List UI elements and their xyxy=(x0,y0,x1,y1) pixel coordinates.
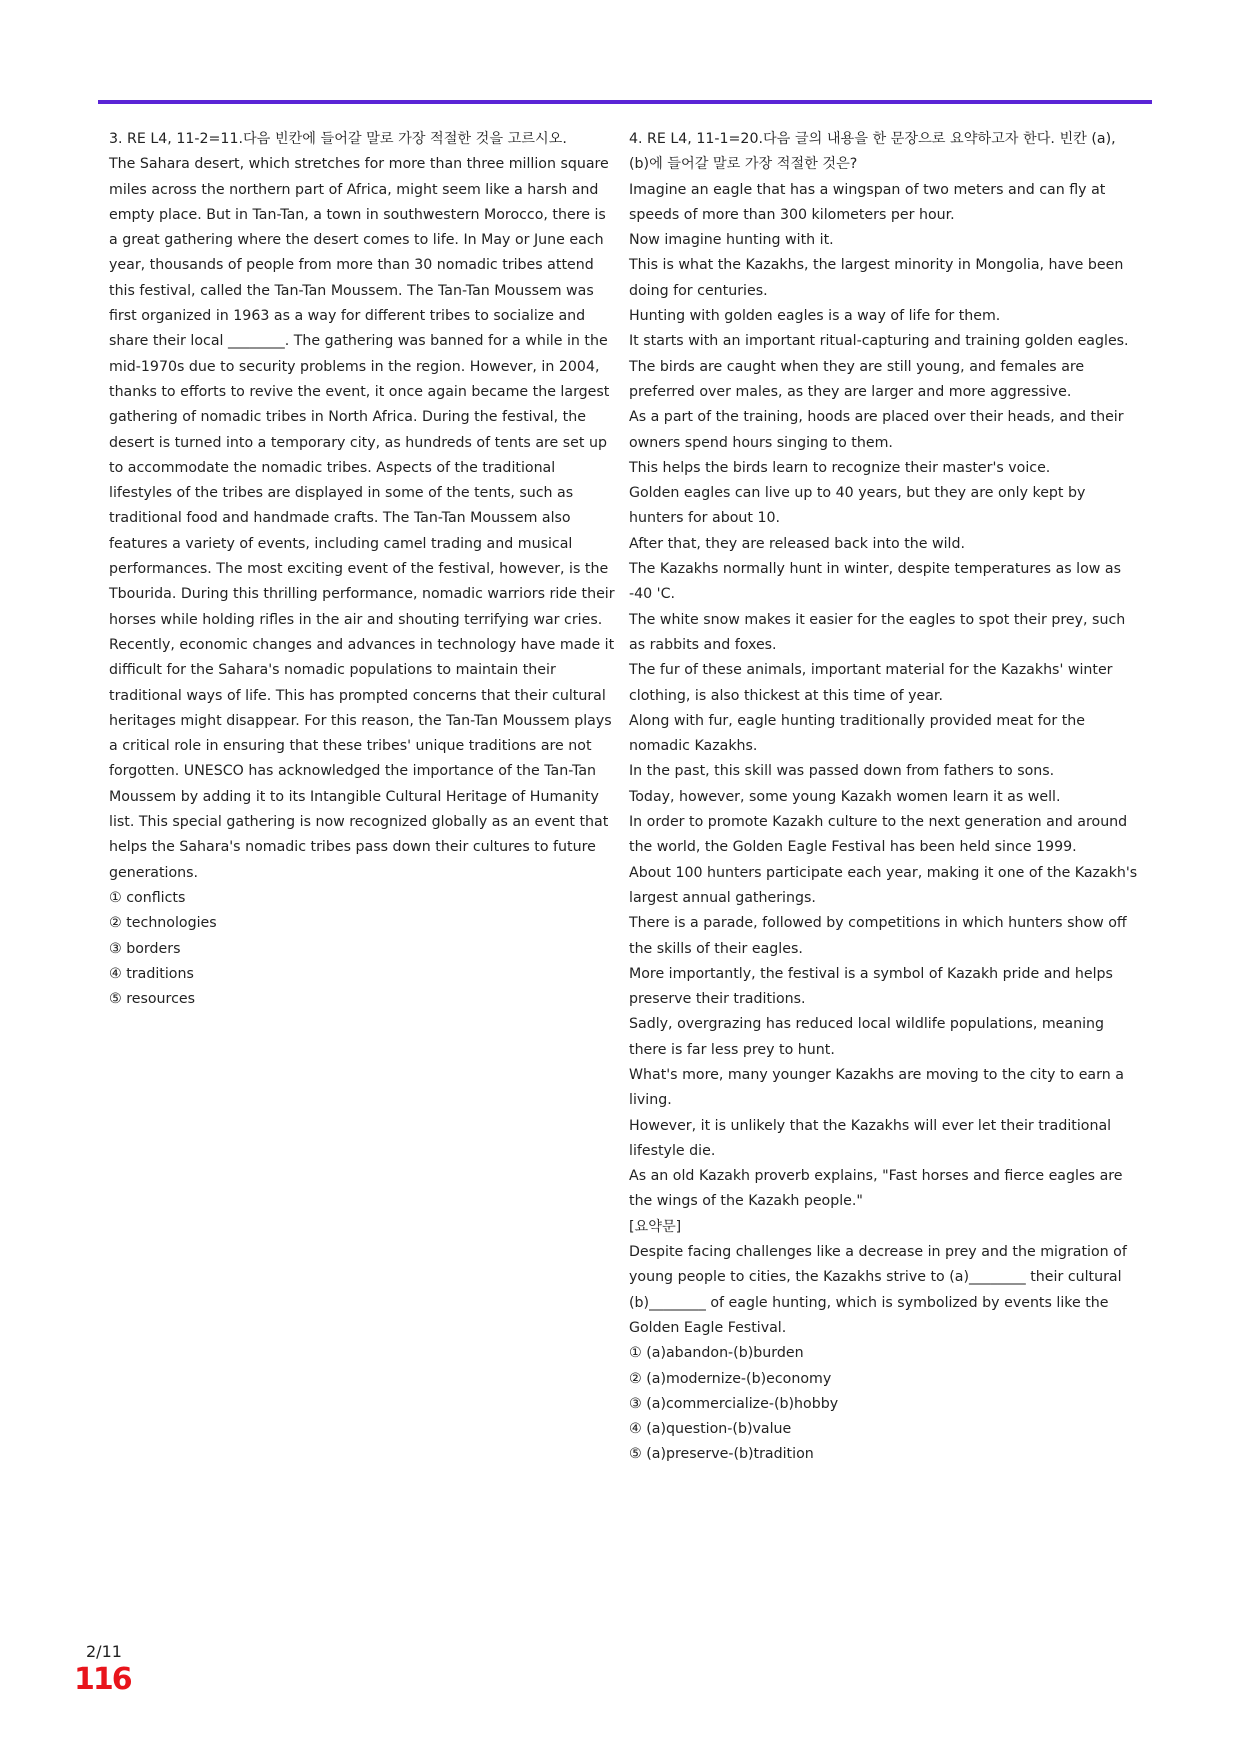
choice-option[interactable]: ④ (a)question-(b)value xyxy=(629,1421,792,1438)
passage-line: However, it is unlikely that the Kazakhs will ever let their traditional lifestyle die. xyxy=(629,1117,1112,1159)
question-3-choices xyxy=(109,886,615,1012)
choice-option[interactable]: ① (a)abandon-(b)burden xyxy=(629,1345,804,1362)
passage-line: Hunting with golden eagles is a way of life for them. xyxy=(629,308,1001,325)
page-number: 2/11 xyxy=(86,1642,122,1661)
question-4-choices xyxy=(629,1341,1139,1467)
passage-line: After that, they are released back into the wild. xyxy=(629,535,966,552)
passage-line: More importantly, the festival is a symbol of Kazakh pride and helps preserve their traditions. xyxy=(629,965,1113,1008)
passage-line: Now imagine hunting with it. xyxy=(629,232,834,249)
choice-option[interactable]: ② technologies xyxy=(109,915,217,932)
passage-line: Along with fur, eagle hunting traditionally provided meat for the nomadic Kazakhs. xyxy=(629,712,1085,755)
question-4 xyxy=(629,127,1139,1468)
choice-option[interactable]: ② (a)modernize-(b)economy xyxy=(629,1370,832,1387)
question-3 xyxy=(109,127,615,1012)
passage-line: This helps the birds learn to recognize their master's voice. xyxy=(629,459,1051,476)
passage-line: In order to promote Kazakh culture to the next generation and around the world, the Golden Eagle Festival has been held since 1999. xyxy=(629,814,1128,856)
passage-line: Today, however, some young Kazakh women learn it as well. xyxy=(629,788,1061,805)
choice-option[interactable]: ③ borders xyxy=(109,940,181,957)
header-divider xyxy=(98,100,1152,104)
passage-line: The white snow makes it easier for the eagles to spot their prey, such as rabbits and foxes. xyxy=(629,611,1126,653)
choice-option[interactable]: ③ (a)commercialize-(b)hobby xyxy=(629,1395,839,1412)
passage-line: There is a parade, followed by competitions in which hunters show off the skills of their eagles. xyxy=(629,915,1127,957)
choice-option[interactable]: ④ traditions xyxy=(109,965,194,982)
question-4-header: 4. RE L4, 11-1=20.다음 글의 내용을 한 문장으로 요약하고자 한다. 빈칸 (a), (b)에 들어갈 말로 가장 적절한 것은? xyxy=(629,131,1116,173)
passage-line: What's more, many younger Kazakhs are moving to the city to earn a living. xyxy=(629,1066,1124,1109)
passage-line: As a part of the training, hoods are placed over their heads, and their owners spend hours singing to them. xyxy=(629,409,1124,451)
passage-line: Imagine an eagle that has a wingspan of two meters and can fly at speeds of more than 300 kilometers per hour. xyxy=(629,181,1106,223)
passage-line: As an old Kazakh proverb explains, "Fast horses and fierce eagles are the wings of the Kazakh people." xyxy=(629,1168,1123,1210)
passage-line: Sadly, overgrazing has reduced local wildlife populations, meaning there is far less prey to hunt. xyxy=(629,1016,1105,1058)
choice-option[interactable]: ⑤ (a)preserve-(b)tradition xyxy=(629,1446,814,1463)
choice-option[interactable]: ① conflicts xyxy=(109,889,186,906)
passage-line: About 100 hunters participate each year, making it one of the Kazakh's largest annual gatherings. xyxy=(629,864,1138,906)
passage-line: This is what the Kazakhs, the largest minority in Mongolia, have been doing for centuries. xyxy=(629,257,1124,299)
summary-sentence: Despite facing challenges like a decrease in prey and the migration of young people to cities, the Kazakhs strive to (a)________ their cultural (b)________ of eagle hunting, which is symbolized by events like the Golden Eagle Festival. xyxy=(629,1244,1127,1336)
passage-line: The Kazakhs normally hunt in winter, despite temperatures as low as -40 'C. xyxy=(629,561,1121,603)
passage-line: The birds are caught when they are still young, and females are preferred over males, as they are larger and more aggressive. xyxy=(629,358,1085,400)
question-3-header: 3. RE L4, 11-2=11.다음 빈칸에 들어갈 말로 가장 적절한 것을 고르시오. xyxy=(109,131,567,147)
choice-option[interactable]: ⑤ resources xyxy=(109,991,195,1008)
passage-line: The fur of these animals, important material for the Kazakhs' winter clothing, is also thickest at this time of year. xyxy=(629,662,1113,704)
question-3-passage: The Sahara desert, which stretches for more than three million square miles across the northern part of Africa, might seem like a harsh and empty place. But in Tan-Tan, a town in southwestern Morocco, there is a great gathering where the desert comes to life. In May or June each year, thousands of people from more than 30 nomadic tribes attend this festival, called the Tan-Tan Moussem. The Tan-Tan Moussem was first organized in 1963 as a way for different tribes to socialize and share their local ________. The gathering was banned for a while in the mid-1970s due to security problems in the region. However, in 2004, thanks to efforts to revive the event, it once again became the largest gathering of nomadic tribes in North Africa. During the festival, the desert is turned into a temporary city, as hundreds of tents are set up to accommodate the nomadic tribes. Aspects of the traditional lifestyles of the tribes are displayed in some of the tents, such as traditional food and handmade crafts. The Tan-Tan Moussem also features a variety of events, including camel trading and musical performances. The most exciting event of the festival, however, is the Tbourida. During this thrilling performance, nomadic warriors ride their horses while holding rifles in the air and shouting terrifying war cries. Recently, economic changes and advances in technology have made it difficult for the Sahara's nomadic populations to maintain their traditional ways of life. This has prompted concerns that their cultural heritages might disappear. For this reason, the Tan-Tan Moussem plays a critical role in ensuring that these tribes' unique traditions are not forgotten. UNESCO has acknowledged the importance of the Tan-Tan Moussem by adding it to its Intangible Cultural Heritage of Humanity list. This special gathering is now recognized globally as an event that helps the Sahara's nomadic tribes pass down their cultures to future generations. xyxy=(109,156,615,881)
publisher-logo: 116 xyxy=(74,1662,131,1697)
passage-line: Golden eagles can live up to 40 years, but they are only kept by hunters for about 10. xyxy=(629,485,1086,527)
summary-label: [요약문] xyxy=(629,1218,682,1235)
question-4-passage xyxy=(629,178,1139,1215)
passage-line: In the past, this skill was passed down from fathers to sons. xyxy=(629,763,1055,780)
passage-line: It starts with an important ritual-capturing and training golden eagles. xyxy=(629,333,1129,350)
